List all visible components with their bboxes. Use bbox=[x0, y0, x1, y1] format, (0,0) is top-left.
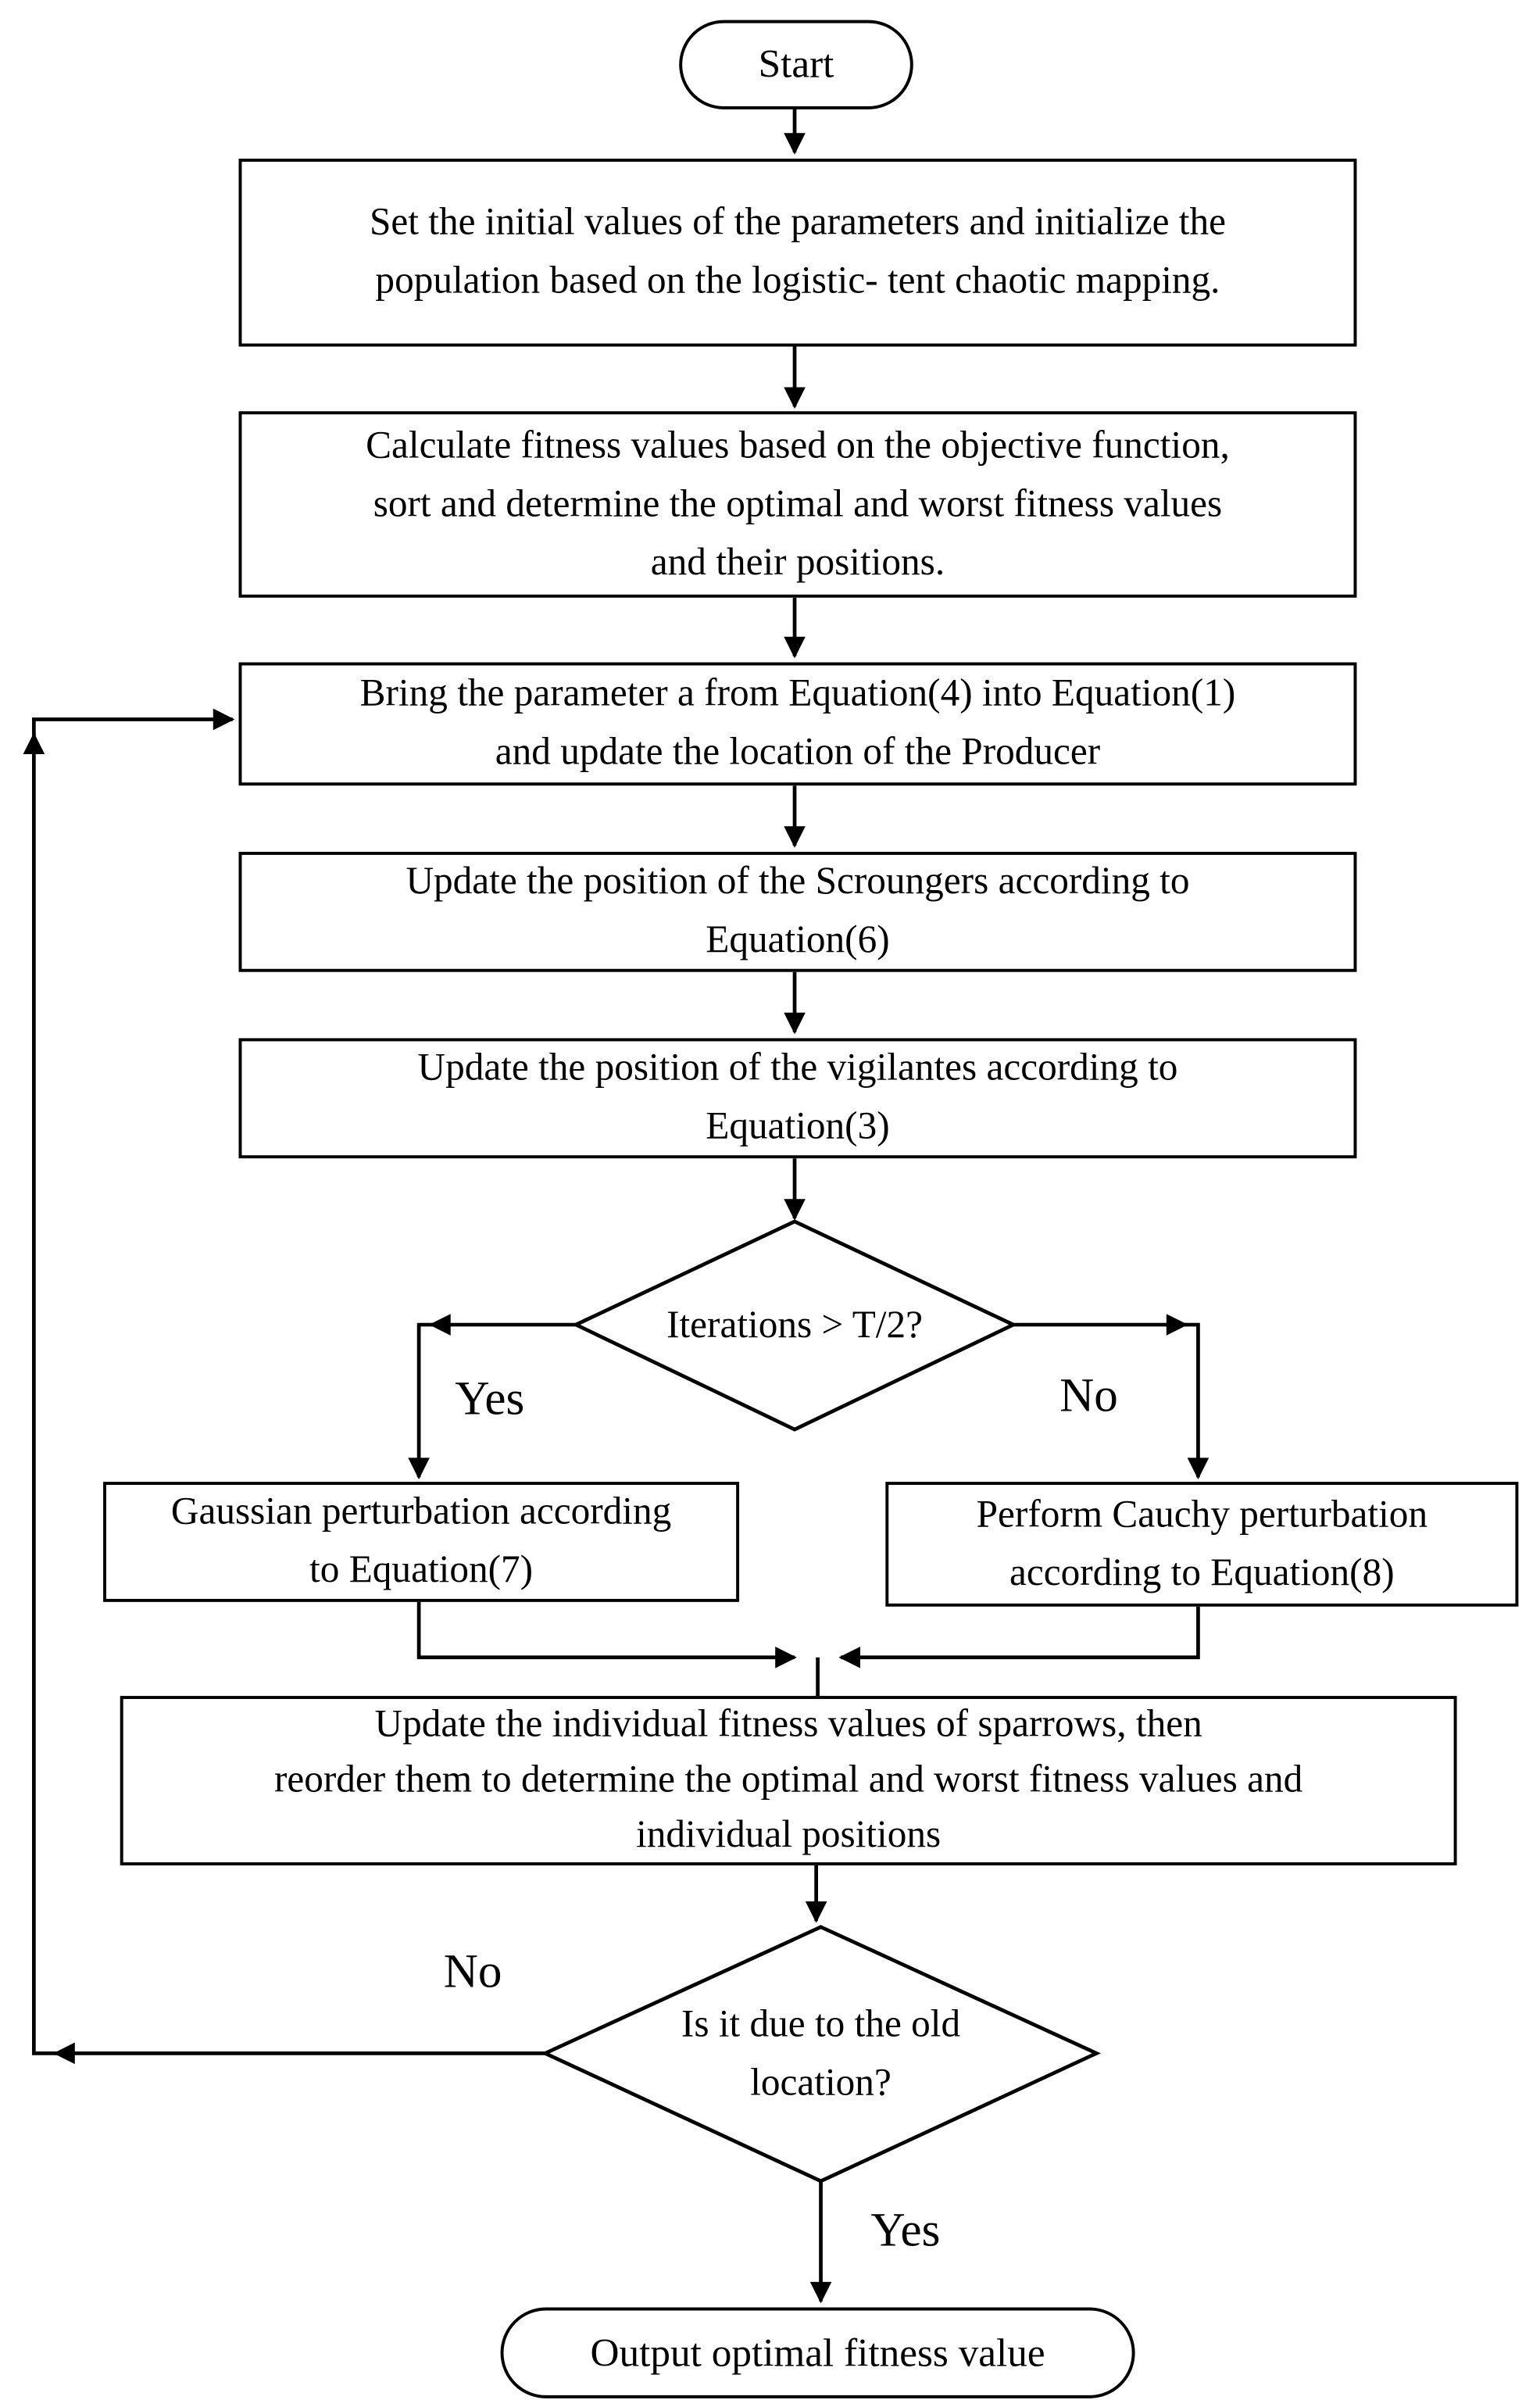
node-text-line: Equation(6) bbox=[706, 919, 890, 961]
label-iterations-no: No bbox=[1059, 1368, 1118, 1422]
node-text-line: sort and determine the optimal and worst fitness values bbox=[373, 482, 1223, 525]
node-text-line: Gaussian perturbation according bbox=[170, 1490, 672, 1533]
edge-gaussian-to-merge bbox=[419, 1602, 795, 1658]
label-iterations-yes: Yes bbox=[455, 1371, 525, 1425]
node-calculate-fitness bbox=[239, 411, 1357, 597]
node-old-location-check bbox=[545, 1927, 1097, 2181]
node-gaussian-perturbation bbox=[103, 1482, 739, 1602]
node-text-line: population based on the logistic- tent chaotic mapping. bbox=[375, 260, 1220, 302]
label-old-location-no: No bbox=[443, 1944, 502, 1998]
node-text-line: Update the individual fitness values of sparrows, then bbox=[374, 1703, 1202, 1746]
node-update-producer bbox=[239, 663, 1357, 786]
node-iterations-check bbox=[576, 1221, 1013, 1429]
node-text-line: according to Equation(8) bbox=[1009, 1551, 1395, 1593]
node-text-line: location? bbox=[750, 2062, 891, 2104]
node-text-line: Calculate fitness values based on the objective function, bbox=[366, 424, 1230, 467]
node-text-line: to Equation(7) bbox=[309, 1549, 534, 1592]
node-text-line: and update the location of the Producer bbox=[495, 731, 1101, 774]
node-output-label: Output optimal fitness value bbox=[590, 2330, 1045, 2375]
node-text-line: Is it due to the old bbox=[681, 2003, 961, 2045]
node-init-parameters bbox=[239, 159, 1357, 346]
node-update-individual-fitness bbox=[120, 1696, 1457, 1865]
node-text-line: individual positions bbox=[636, 1814, 942, 1857]
node-text-line: Equation(3) bbox=[706, 1106, 890, 1148]
node-start bbox=[679, 20, 913, 109]
node-text-line: Set the initial values of the parameters and initialize the bbox=[369, 202, 1226, 244]
node-update-vigilantes bbox=[239, 1038, 1357, 1158]
node-text-line: Update the position of the vigilantes according to bbox=[417, 1047, 1178, 1089]
node-text-line: and their positions. bbox=[650, 541, 945, 584]
node-output-optimal-fitness bbox=[501, 2308, 1135, 2398]
edge-cauchy-to-merge bbox=[841, 1607, 1198, 1658]
node-text-line: reorder them to determine the optimal and worst fitness values and bbox=[273, 1758, 1303, 1801]
node-cauchy-perturbation bbox=[885, 1482, 1518, 1607]
node-text-line: Update the position of the Scroungers according to bbox=[406, 860, 1190, 903]
node-update-scroungers bbox=[239, 852, 1357, 972]
node-text-line: Bring the parameter a from Equation(4) into Equation(1) bbox=[359, 673, 1236, 715]
node-start-label: Start bbox=[758, 41, 834, 87]
label-old-location-yes: Yes bbox=[870, 2202, 941, 2257]
node-text-line: Perform Cauchy perturbation bbox=[976, 1493, 1428, 1536]
node-text-line: Iterations > T/2? bbox=[666, 1304, 923, 1346]
